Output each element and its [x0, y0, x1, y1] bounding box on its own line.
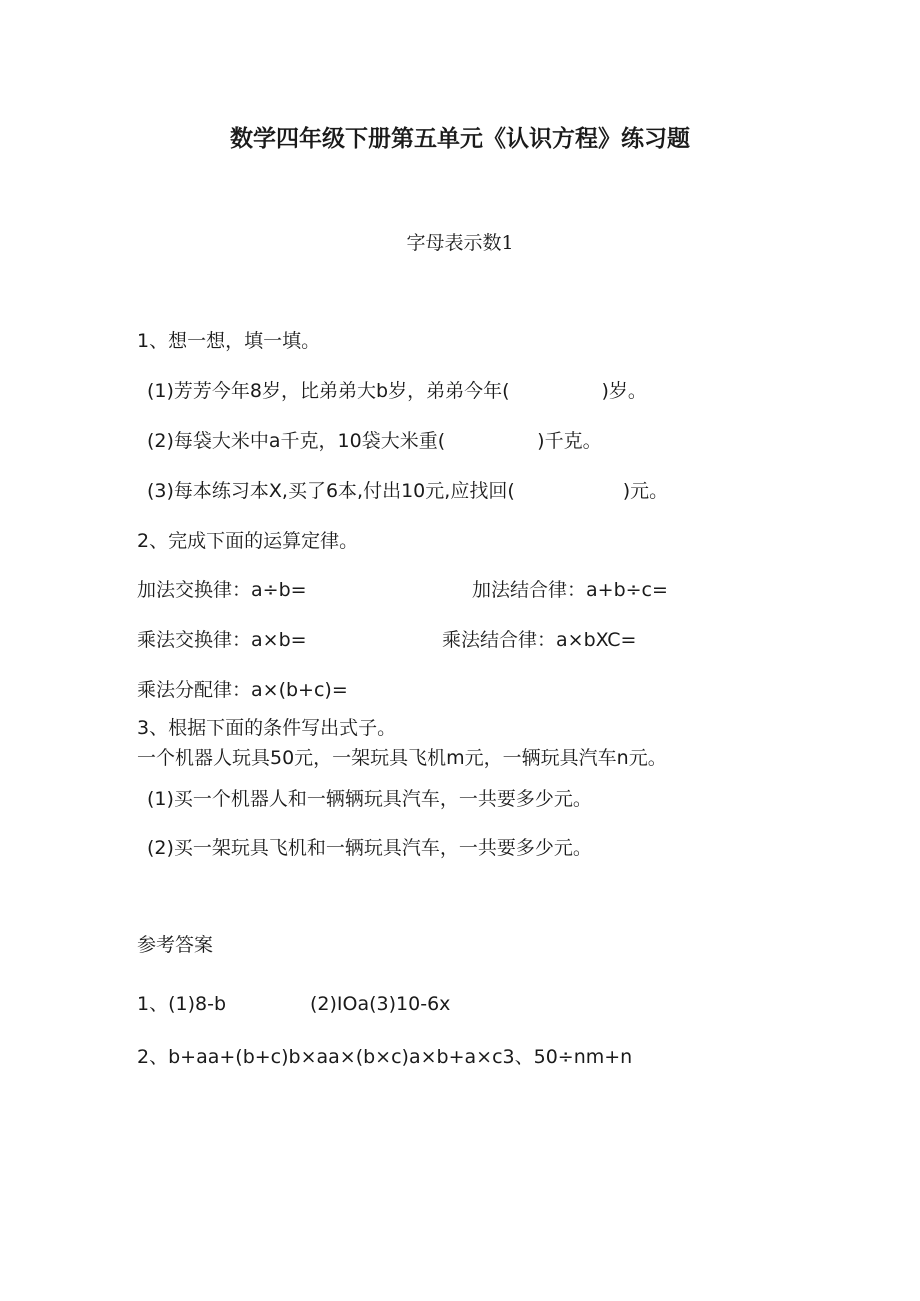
q1-item-2-after: )千克。	[537, 430, 602, 452]
law-label: 加法交换律：	[137, 579, 252, 601]
law-expr: a×(b+c)=	[251, 679, 348, 701]
law-label: 乘法交换律：	[137, 629, 252, 651]
q1-item-3-before: (3)每本练习本X,买了6本,付出10元,应找回(	[147, 480, 515, 502]
answers-heading: 参考答案	[137, 934, 214, 956]
answer-line-1	[137, 992, 450, 1016]
q3-item-2: (2)买一架玩具飞机和一辆玩具汽车，一共要多少元。	[147, 837, 592, 859]
law-expr: a÷b=	[251, 579, 307, 601]
law-expr: a×b=	[251, 629, 307, 651]
q3-intro: 一个机器人玩具50元，一架玩具飞机m元，一辆玩具汽车n元。	[137, 747, 667, 769]
law-label: 乘法结合律：	[442, 629, 557, 651]
q1-heading: 1、想一想，填一填。	[137, 330, 321, 352]
q2-heading: 2、完成下面的运算定律。	[137, 530, 359, 552]
law-label: 乘法分配律：	[137, 679, 252, 701]
q3-heading: 3、根据下面的条件写出式子。	[137, 717, 397, 739]
law-expr: a×bXC=	[556, 629, 637, 651]
q3-item-1: (1)买一个机器人和一辆辆玩具汽车，一共要多少元。	[147, 788, 592, 810]
q1-item-1	[147, 379, 647, 403]
law-mul-associative	[442, 628, 636, 652]
q1-item-1-after: )岁。	[601, 380, 647, 402]
section-subtitle: 字母表示数1	[406, 232, 514, 254]
page-title: 数学四年级下册第五单元《认识方程》练习题	[230, 126, 690, 152]
answer-1-part-a: 1、(1)8-b	[137, 993, 227, 1015]
law-add-associative	[472, 578, 668, 602]
law-label: 加法结合律：	[472, 579, 587, 601]
q1-item-3	[147, 479, 668, 503]
law-mul-commutative	[137, 628, 307, 652]
q1-item-2	[147, 429, 602, 453]
q1-item-1-before: (1)芳芳今年8岁，比弟弟大b岁，弟弟今年(	[147, 380, 510, 402]
q1-item-2-before: (2)每袋大米中a千克，10袋大米重(	[147, 430, 446, 452]
law-expr: a+b÷c=	[586, 579, 668, 601]
q1-item-3-after: )元。	[622, 480, 669, 502]
law-add-commutative	[137, 578, 307, 602]
answer-line-2: 2、b+aa+(b+c)b×aa×(b×c)a×b+a×c3、50÷nm+n	[137, 1046, 633, 1068]
answer-1-part-b: (2)IOa(3)10-6x	[310, 993, 451, 1015]
law-mul-distributive	[137, 678, 348, 702]
